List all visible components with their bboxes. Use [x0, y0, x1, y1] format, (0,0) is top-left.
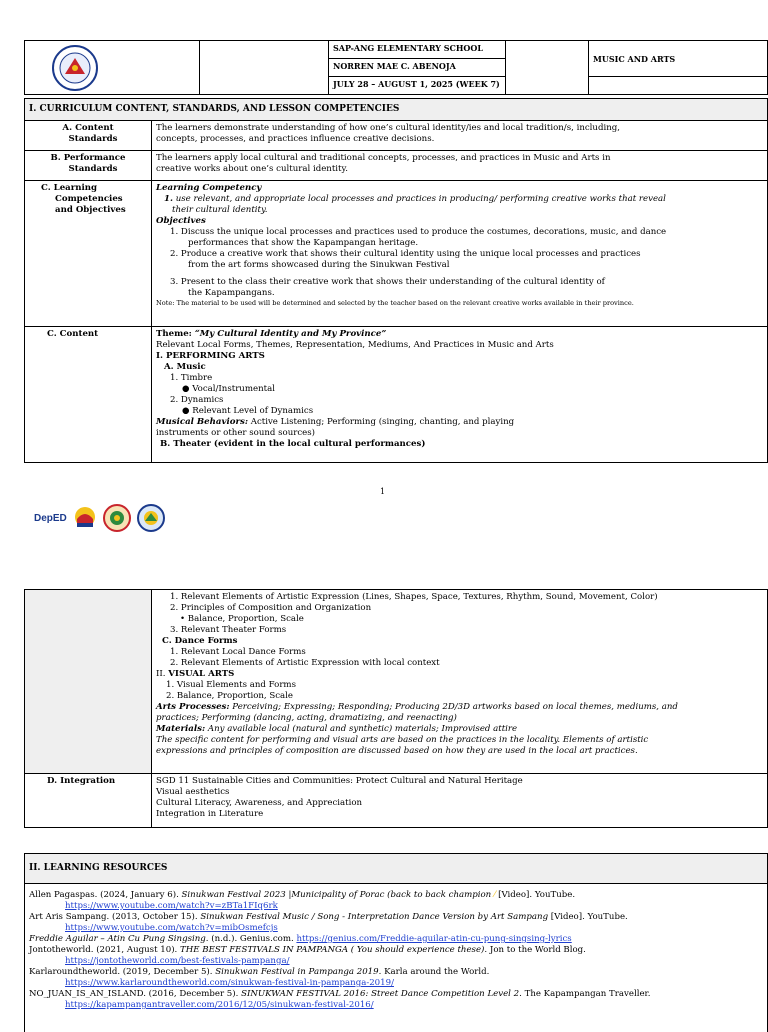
reference-link[interactable]: https://genius.com/Freddie-aguilar-atin-cu-pung-singsing-lyrics: [296, 934, 571, 944]
learning-resources-table: [24, 853, 768, 1032]
week-dates: JULY 28 – AUGUST 1, 2025 (WEEK 7): [329, 77, 506, 95]
integration-text: SGD 11 Sustainable Cities and Communities: Protect Cultural and Natural Heritage Visual aesthetics Cultural Literacy, Awareness, and Appreciation Integration in Literature: [152, 774, 768, 828]
school-name: SAP-ANG ELEMENTARY SCHOOL: [329, 41, 506, 59]
division-seal-icon: [137, 504, 165, 532]
performance-standards-text: The learners apply local cultural and traditional concepts, processes, and practices in Music and Arts in creative works about one’s cultural identity.: [152, 151, 768, 181]
blank-cell-2: [506, 41, 589, 95]
teacher-name: NORREN MAE C. ABENOJA: [329, 59, 506, 77]
reference-item: Jontotheworld. (2021, August 10). THE BEST FESTIVALS IN PAMPANGA ( You should experience these). Jon to the World Blog. https://jontotheworld.com/best-festivals-pampanga/: [29, 945, 763, 967]
content-label: C. Content: [25, 327, 152, 463]
reference-item: Freddie Aguilar – Atin Cu Pung Singsing. (n.d.). Genius.com. https://genius.com/Freddie-aguilar-atin-cu-pung-singsing-lyrics: [29, 934, 763, 945]
reference-item: Art Aris Sampang. (2013, October 15). Sinukwan Festival Music / Song - Interpretation Dance Version by Art Sampang [Video]. YouTube. https://www.youtube.com/watch?v=mibOsmefcjs: [29, 912, 763, 934]
curriculum-table: [24, 98, 768, 463]
subject-label: MUSIC AND ARTS: [589, 41, 768, 77]
performance-standards-label: B. Performance Standards: [25, 151, 152, 181]
footer-logos: [34, 503, 165, 533]
blank-cell-1: [200, 41, 329, 95]
blank-cell-3: [589, 77, 768, 95]
teacher-note: Note: The material to be used will be determined and selected by the teacher based on the relevant creative works available in their province.: [156, 299, 763, 308]
deped-logo: DepED: [34, 513, 67, 524]
learning-competencies-label: C. Learning Competencies and Objectives: [25, 181, 152, 327]
reference-item: Allen Pagaspas. (2024, January 6). Sinukwan Festival 2023 |Municipality of Porac (back to back champion ⁄ [Video]. YouTube. https://www.youtube.com/watch?v=zBTa1FIq6rk: [29, 890, 763, 912]
continuation-content: 1. Relevant Elements of Artistic Expression (Lines, Shapes, Space, Textures, Rhythm, Sound, Movement, Color) 2. Principles of Composition and Organization • Balance, Proportion, Scale 3. Relevant Theater Forms C. Dance Forms 1. Relevant Local Dance Forms 2. Relevant Elements of Artistic Expression with local context II. VISUAL ARTS 1. Visual Elements and Forms 2. Balance, Proportion, Scale Arts Processes: Perceiving; Expressing; Responding; Producing 2D/3D artworks based on local themes, mediums, and practices; Performing (dancing, acting, dramatizing, and reenacting) Materials: Any available local (natural and synthetic) materials; Improvised attire The specific content for performing and visual arts are based on the practices in the locality. Elements of artistic expressions and principles of composition are discussed based on how they are used in the local art practices.: [152, 590, 768, 774]
section-1-title: I. CURRICULUM CONTENT, STANDARDS, AND LESSON COMPETENCIES: [25, 99, 768, 121]
reference-link[interactable]: https://kapampangantraveller.com/2016/12/05/sinukwan-festival-2016/: [29, 1000, 763, 1011]
reference-link[interactable]: https://jontotheworld.com/best-festivals-pampanga/: [29, 956, 763, 967]
content-continuation-table: [24, 589, 768, 828]
seal-cell: [25, 41, 200, 95]
reference-item: NO_JUAN_IS_AN_ISLAND. (2016, December 5). SINUKWAN FESTIVAL 2016: Street Dance Competition Level 2. The Kapampangan Traveller. https://kapampangantraveller.com/2016/12/05/sinukwan-festival-2016/: [29, 989, 763, 1011]
reference-link[interactable]: https://www.youtube.com/watch?v=mibOsmefcjs: [29, 923, 763, 934]
learning-competencies-text: Learning Competency 1. use relevant, and appropriate local processes and practices in producing/ performing creative works that reveal their cultural identity. Objectives 1. Discuss the unique local processes and practices used to produce the costumes, decorations, music, and dance performances that show the Kapampangan heritage. 2. Produce a creative work that shows their cultural identity using the unique local processes and practices from the art forms showcased during the Sinukwan Festival 3. Present to the class their creative work that shows their understanding of the cultural identity of the Kapampangans. Note: The material to be used will be determined and selected by the teacher based on the relevant creative works available in their province.: [152, 181, 768, 327]
reference-link[interactable]: https://www.karlaroundtheworld.com/sinukwan-festival-in-pampanga-2019/: [29, 978, 763, 989]
continuation-label-cell: [25, 590, 152, 774]
content-text: Theme: “My Cultural Identity and My Province” Relevant Local Forms, Themes, Representation, Mediums, And Practices in Music and Arts I. PERFORMING ARTS A. Music 1. Timbre ● Vocal/Instrumental 2. Dynamics ● Relevant Level of Dynamics Musical Behaviors: Active Listening; Performing (singing, chanting, and playing instruments or other sound sources) B. Theater (evident in the local cultural performances): [152, 327, 768, 463]
reference-link[interactable]: https://www.youtube.com/watch?v=zBTa1FIq6rk: [29, 901, 763, 912]
section-2-title: II. LEARNING RESOURCES: [25, 854, 768, 884]
integration-label: D. Integration: [25, 774, 152, 828]
content-standards-text: The learners demonstrate understanding of how one’s cultural identity/ies and local tradition/s, including, concepts, processes, and practices influence creative decisions.: [152, 121, 768, 151]
bagong-pilipinas-logo-icon: [73, 505, 97, 531]
content-standards-label: A. Content Standards: [25, 121, 152, 151]
reference-list: [25, 884, 768, 1032]
region-seal-icon: [103, 504, 131, 532]
deped-seal-icon: [45, 44, 105, 92]
header-table: [24, 40, 768, 95]
reference-item: Karlaroundtheworld. (2019, December 5). Sinukwan Festival in Pampanga 2019. Karla around the World. https://www.karlaroundtheworld.com/sinukwan-festival-in-pampanga-2019/: [29, 967, 763, 989]
page-number: 1: [380, 487, 385, 496]
